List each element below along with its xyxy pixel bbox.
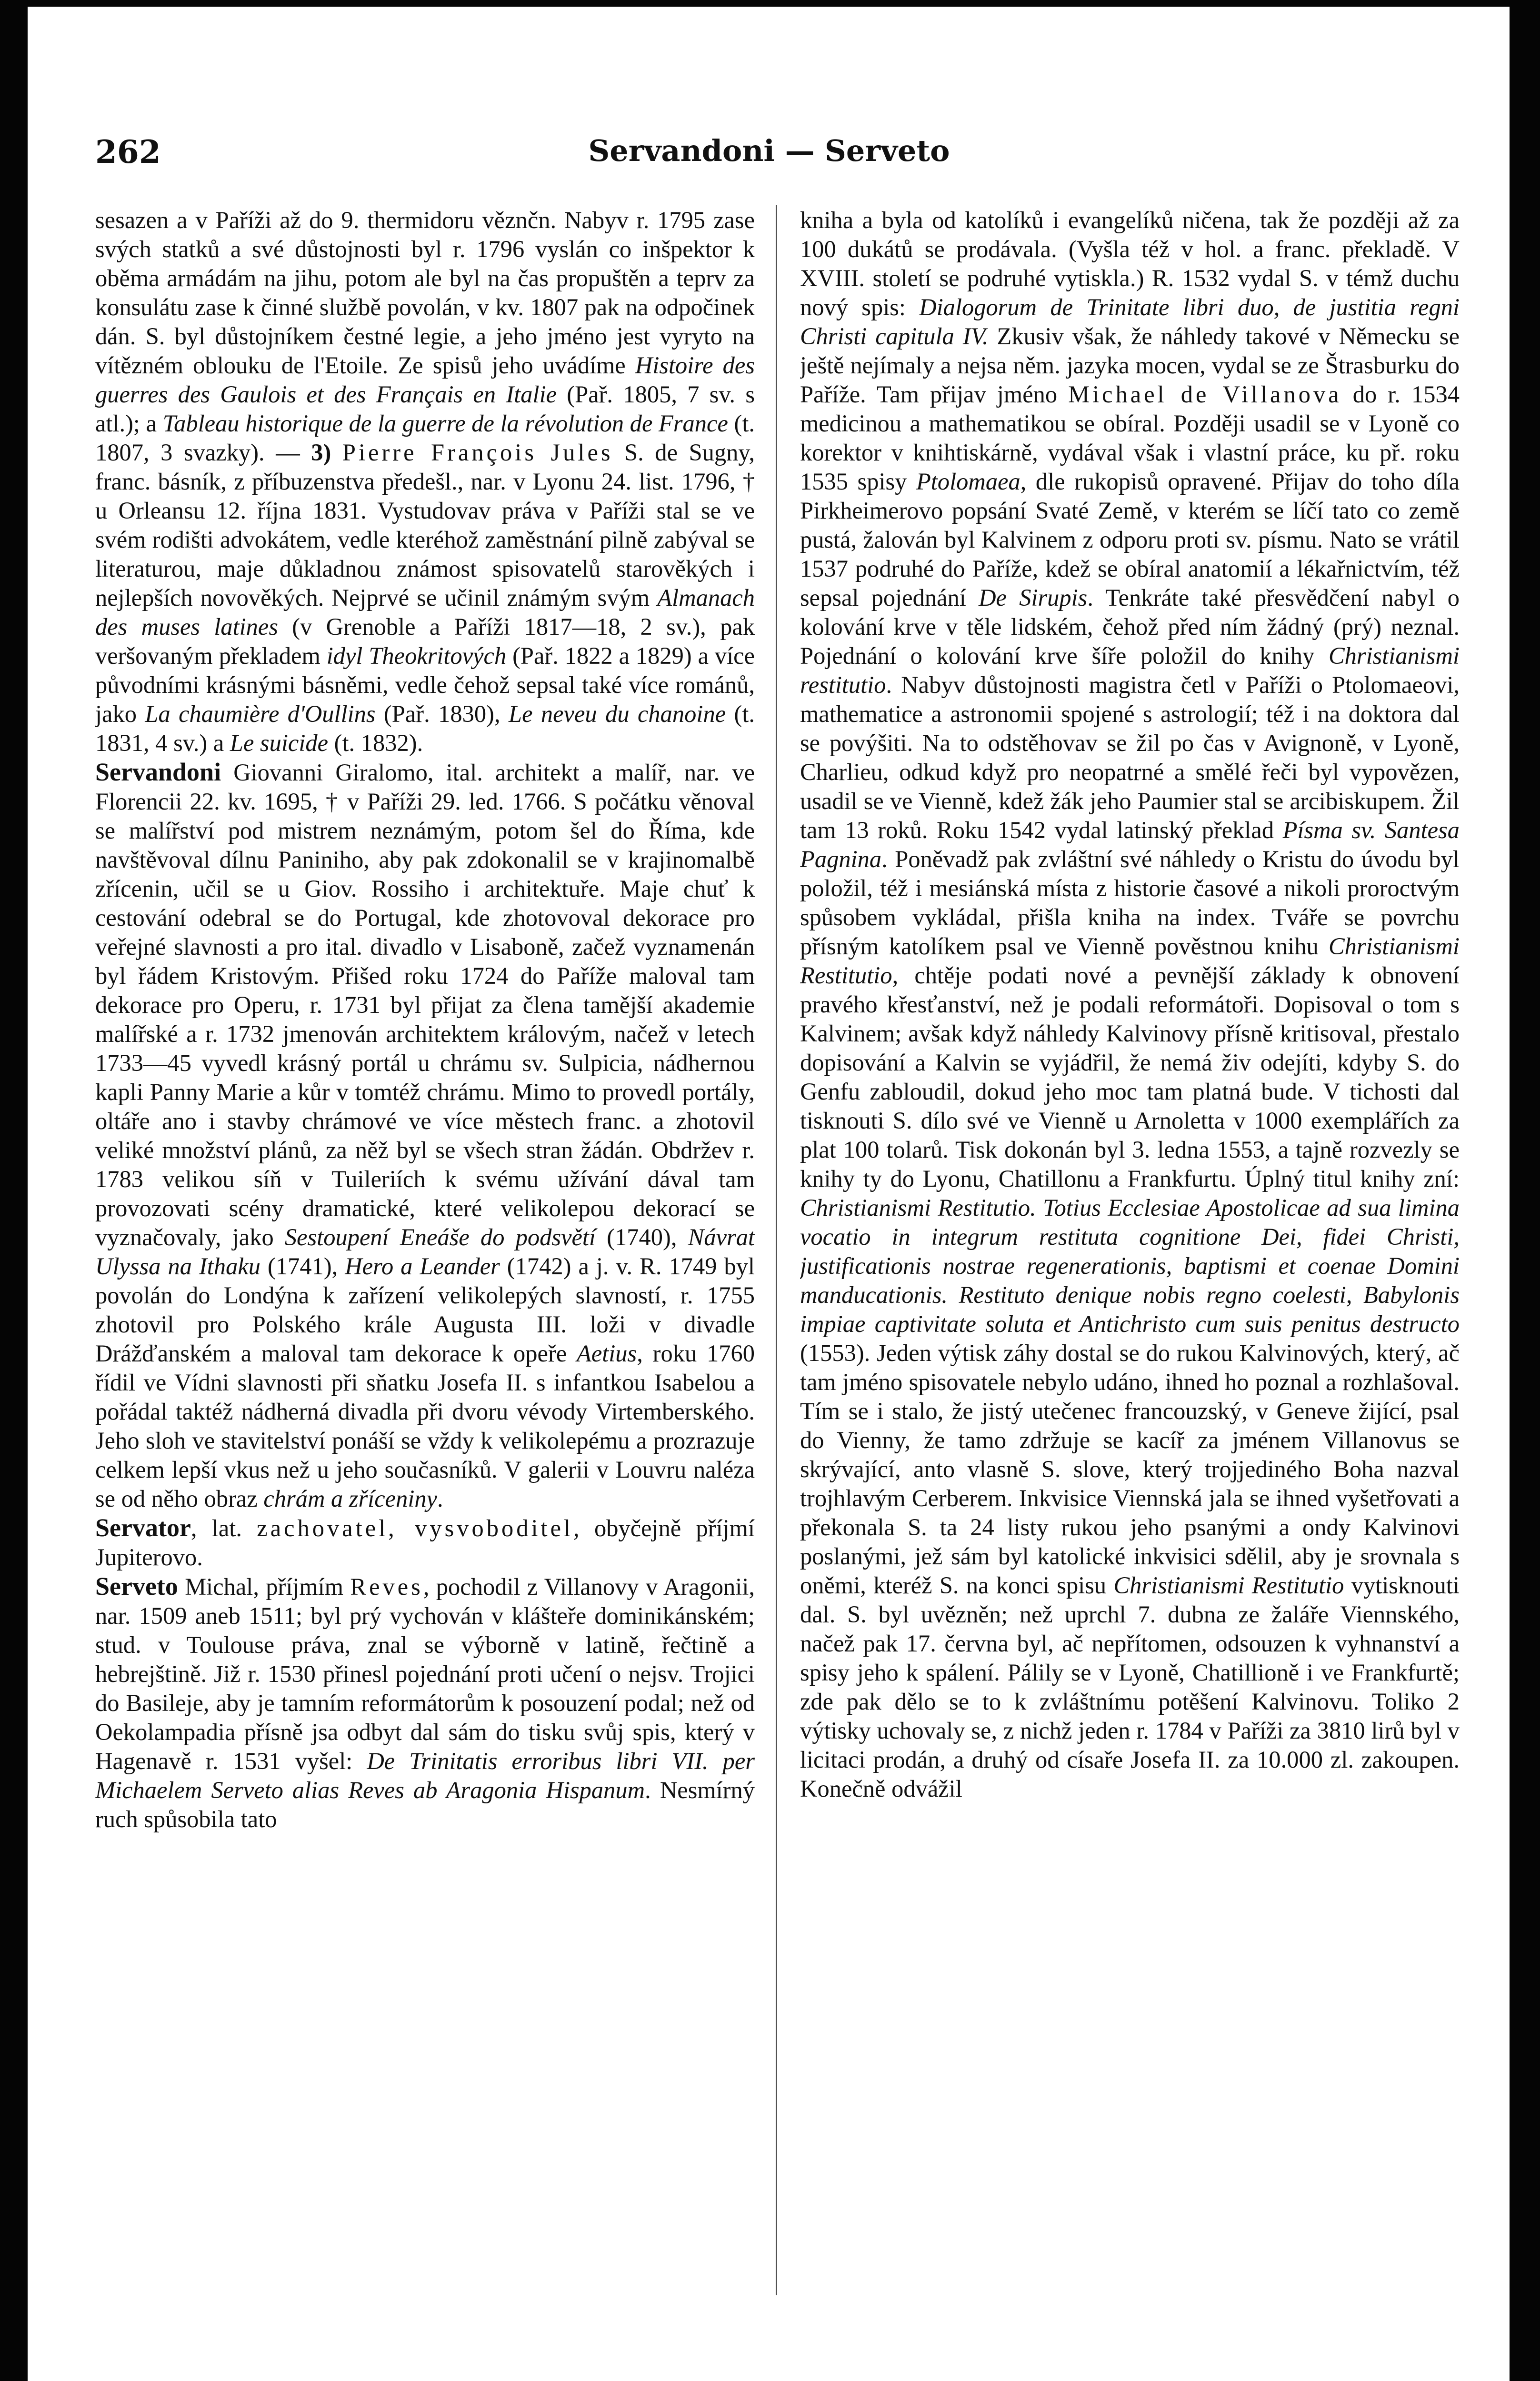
entry-serveto-continued [800,206,1460,1803]
entry-keyword: Servandoni [95,758,221,786]
book-title: Návrat Ulyssa na Ithaku [95,1224,755,1280]
book-title: Christianismi restitutio [800,642,1460,698]
book-title: Tableau historique de la guerre de la révolution de France [162,410,728,437]
book-title: Christianismi Restitutio [800,933,1460,989]
text-run: (Pař. 1805, 7 sv. s atl.); a [95,381,755,437]
text-run: . [437,1485,443,1512]
book-title: Sestoupení Eneáše do podsvětí [284,1224,596,1251]
book-title: De Sirupis [979,584,1088,611]
book-title: Christianismi Restitutio. Totius Ecclesiae Apostolicae ad sua limina vocatio in integrum restituta cognitione Dei, fidei Christi, justificationis nostrae regenerationis, baptismi et coenae Domini manducationis. Restituto denique nobis regno coelesti, Babylonis impiae captivitate soluta et Antichristo cum suis penitus destructo [800,1194,1460,1337]
spaced-term: zachovatel, vysvoboditel [257,1515,574,1541]
book-title: Le neveu du chanoine [509,700,726,727]
text-run: Giovanni Giralomo, ital. architekt a malíř, nar. ve Florencii 22. kv. 1695, † v Paříži 29. led. 1766. S počátku věnoval se malířství pod mistrem neznámým, potom šel do Říma, kde navštěvoval dílnu Paniniho, aby pak zdokonalil se v krajinomalbě zřícenin, učil se u Giov. Rossiho i architektuře. Maje chuť k cestování odebral se do Portugal, kde zhotovoval dekorace pro veřejné slavnosti a pro ital. divadlo v Lisaboně, začež vyznamenán byl řádem Kristovým. Přišed roku 1724 do Paříže maloval tam dekorace pro Operu, r. 1731 byl přijat za člena tamější akademie malířské a r. 1732 jmenován architektem královým, načež v letech 1733—45 vyvedl krásný portál u chrámu sv. Sulpicia, nádhernou kapli Panny Marie a kůr v tomtéž chrámu. Mimo to provedl portály, oltáře ano i stavby chrámové ve více městech franc. a zhotovil veliké množství plánů, za něž byl se všech stran žádán. Obdržev r. 1783 velikou síň v Tuileriích k svému užívání dával tam provozovati scény dramatické, které velikolepou dekorací se vyznačovaly, jako [95,759,755,1251]
page-number: 262 [95,133,161,170]
text-run: . Nesmírný ruch spůsobila tato [95,1777,755,1832]
text-run: , dle rukopisů opravené. Přijav do toho díla Pirkheimerovo popsání Svaté Země, v kterém se líčí tato co země pustá, žalován byl Kalvinem z odporu proti sv. písmu. Nato se vrátil 1537 podruhé do Paříže, kdež se obíral anatomií a lékařnictvím, též sepsal pojednání [800,468,1460,611]
book-title: La chaumière d'Oullins [145,700,376,727]
text-run: . Nabyv důstojnosti magistra četl v Paříži o Ptolomaeovi, mathematice a astronomii spojené s astrologií; též i na doktora dal se povýšiti. Na to odstěhovav se žil po čas v Avignoně, v Lyoně, Charlieu, odkud když pro neopatrné a smělé řeči byl vypovězen, usadil se ve Vienně, kdež žák jeho Paumier stal se arcibiskupem. Žil tam 13 roků. Roku 1542 vydal latinský překlad [800,671,1460,843]
text-run: (t. 1807, 3 svazky). — [95,410,755,466]
text-run: , lat. [190,1515,257,1541]
text-run: (1742) a j. v. R. 1749 byl povolán do Londýna k zařízení velikolepých slavností, r. 1755 zhotovil pro Polského krále Augusta III. loži v divadle Drážďanském a maloval tam dekorace k opeře [95,1253,755,1367]
person-name: Pierre François Jules [342,439,613,466]
text-run: . Tenkráte také přesvědčení nabyl o kolování krve v těle lidském, čehož před ním žádný (prý) neznal. Pojednání o kolování krve šíře položil do knihy [800,584,1460,669]
entry-keyword: Serveto [95,1572,178,1601]
text-run: , chtěje podati nové a pevnější základy k obnovení pravého křesťanství, než je podali reformátoři. Dopisoval o tom s Kalvinem; avšak když náhledy Kalvinovy přísně kritisoval, přestalo dopisování a Kalvin se vyjádřil, že nemá živ odejíti, kdyby S. do Genfu zabloudil, dokud jeho moc tam platná bude. V tichosti dal tisknouti S. dílo své ve Vienně u Arnoletta v 1000 exemplářích za plat 100 tolarů. Tisk dokonán byl 3. ledna 1553, a tajně rozvezly se knihy ty do Lyonu, Chatillonu a Frankfurtu. Úplný titul knihy zní: [800,962,1460,1192]
page-header [95,119,1443,176]
book-title: chrám a zříceniny [263,1485,438,1512]
text-run: do r. 1534 medicinou a mathematikou se obíral. Později usadil se v Lyoně co korektor v knihtiskárně, vydával však i vlastní práce, ku př. roku 1535 spisy [800,381,1460,495]
book-title: Almanach des muses latines [95,584,755,640]
book-title: Aetius [576,1340,637,1367]
text-run: (t. 1832). [328,730,423,756]
text-run: S. de Sugny, franc. básník, z příbuzenstva předešl., nar. v Lyonu 24. list. 1796, † u Orleansu 12. října 1831. Vystudovav práva v Paříži stal se ve svém rodišti advokátem, vedle kteréhož zaměstnání pilně zabýval se literaturou, maje důkladnou známost spisovatelů starověkých i nejlepších novověkých. Nejprvé se učinil známým svým [95,439,755,611]
text-run: (1553). Jeden výtisk záhy dostal se do rukou Kalvinových, který, ač tam jméno spisovatele nebylo udáno, ihned ho poznal a rozhlašoval. Tím se i stalo, že jistý utečenec francouzský, v Geneve žijící, psal do Vienny, že tamo zdržuje se kacíř za jménem Villanovus se skrývající, anto vlasně S. slove, který trojjediného Boha nazval trojhlavým Cerberem. Inkvisice Viennská jala se ihned vyšetřovati a překonala S. ta 24 listy rukou jeho psanými a ondy Kalvinovi poslanými, jež sám byl katolické inkvisici sdělil, aby je srovnala s oněmi, kteréž S. na konci spisu [800,1340,1460,1599]
text-run: (1740), [596,1224,688,1251]
text-run: . Poněvadž pak zvláštní své náhledy o Kristu do úvodu byl položil, též i mesiánská místa z historie časové a nikoli proroctvým spůsobem vykládal, přišla kniha na index. Tváře se povrchu přísným katolíkem psal ve Vienně pověstnou knihu [800,846,1460,960]
book-title: Hero a Leander [345,1253,500,1280]
book-title: idyl Theokritových [326,642,507,669]
right-column [800,206,1460,2291]
text-run: sesazen a v Paříži až do 9. thermidoru věznčn. Nabyv r. 1795 zase svých statků a své důstojnosti byl r. 1796 vyslán co inšpektor k oběma armádám na jihu, potom ale byl na čas propuštěn a teprv za konsulátu zase k činné službě povolán, v kv. 1807 pak na odpočinek dán. S. byl důstojníkem čestné legie, a jeho jméno jest vyryto na vítězném oblouku de l'Etoile. Ze spisů jeho uvádíme [95,207,755,379]
text-run: kniha a byla od katolíků i evangelíků ničena, tak že později až za 100 dukátů se prodávala. (Vyšla též v hol. a franc. překladě. V XVIII. století se podruhé vytiskla.) R. 1532 vydal S. v témž duchu nový spis: [800,207,1460,320]
book-title: Christianismi Restitutio [1113,1572,1344,1599]
entry-servandoni [95,758,755,1513]
text-run: vytisknouti dal. S. byl uvězněn; než uprchl 7. dubna ze žaláře Viennského, načež pak 17. června byl, ač nepřítomen, odsouzen k vyhnanství a spisy jeho k spálení. Pálily se v Lyoně, Chatillioně i ve Frankfurtě; zde pak dělo se to k zvláštnímu potěšení Kalvinovu. Toliko 2 výtisky uchovaly se, z nichž jeden r. 1784 v Paříži za 3810 lirů byl v licitaci prodán, a druhý od císaře Josefa II. za 10.000 zl. zakoupen. Konečně odvážil [800,1572,1460,1802]
entry-servan-continued [95,206,755,758]
text-run: (Pař. 1830), [375,700,509,727]
entry-servator [95,1513,755,1572]
entry-serveto [95,1572,755,1834]
column-divider [776,205,777,2295]
book-title: Písma sv. Santesa Pagnina [800,817,1460,872]
book-title: Dialogorum de Trinitate libri duo, de justitia regni Christi capitula IV. [800,294,1460,350]
book-title: Le suicide [230,730,329,756]
text-run: Zkusiv však, že náhledy takové v Německu se ještě nejímaly a nejsa něm. jazyka mocen, vydal se ze Štrasburku do Paříže. Tam přijav jméno [800,323,1460,408]
text-run: (t. 1831, 4 sv.) a [95,700,755,756]
book-title: De Trinitatis erroribus libri VII. per Michaelem Serveto alias Reves ab Aragonia Hispanum [95,1748,755,1803]
entry-keyword: Servator [95,1513,191,1542]
text-run: , pochodil z Villanovy v Aragonii, nar. 1509 aneb 1511; byl prý vychován v klášteře dominikánském; stud. v Toulouse práva, znal se výborně v latině, řečtině a hebrejštině. Již r. 1530 přinesl pojednání proti učení o nejsv. Trojici do Basileje, aby je tamním reformátorům k posouzení podal; než od Oekolampadia přísně jsa odbyt dal sám do tisku svůj spis, který v Hagenavě r. 1531 vyšel: [95,1573,755,1774]
text-run: (1741), [260,1253,345,1280]
sub-entry-number: 3) [311,439,331,466]
spaced-term: Reves [350,1573,423,1600]
running-head: Servandoni — Serveto [588,133,950,168]
scan-edge-left [0,0,28,2381]
text-run: , roku 1760 řídil ve Vídni slavnosti při sňatku Josefa II. s infantkou Isabelou a pořádal taktéž nádherná divadla při dvoru vévody Virtemberského. Jeho sloh ve stavitelství ponáší se vždy k velikolepému a prozrazuje celkem lepší vkus než u jeho současníků. V galerii v Louvru naléza se od něho obraz [95,1340,755,1512]
left-column [95,206,755,2291]
document-page [95,0,1460,2381]
text-run: , obyčejně příjmí Jupiterovo. [95,1515,755,1571]
book-title: Ptolomaea [916,468,1020,495]
text-run: (Pař. 1822 a 1829) a více původními krásnými básněmi, vedle čehož sepsal také více románů, jako [95,642,755,727]
book-title: Histoire des guerres des Gaulois et des Français en Italie [95,352,755,408]
scan-edge-right [1510,0,1540,2381]
text-run: (v Grenoble a Paříži 1817—18, 2 sv.), pak veršovaným překladem [95,613,755,669]
text-run: Michal, příjmím [178,1573,350,1600]
spaced-term: Michael de Villanova [1068,381,1342,408]
